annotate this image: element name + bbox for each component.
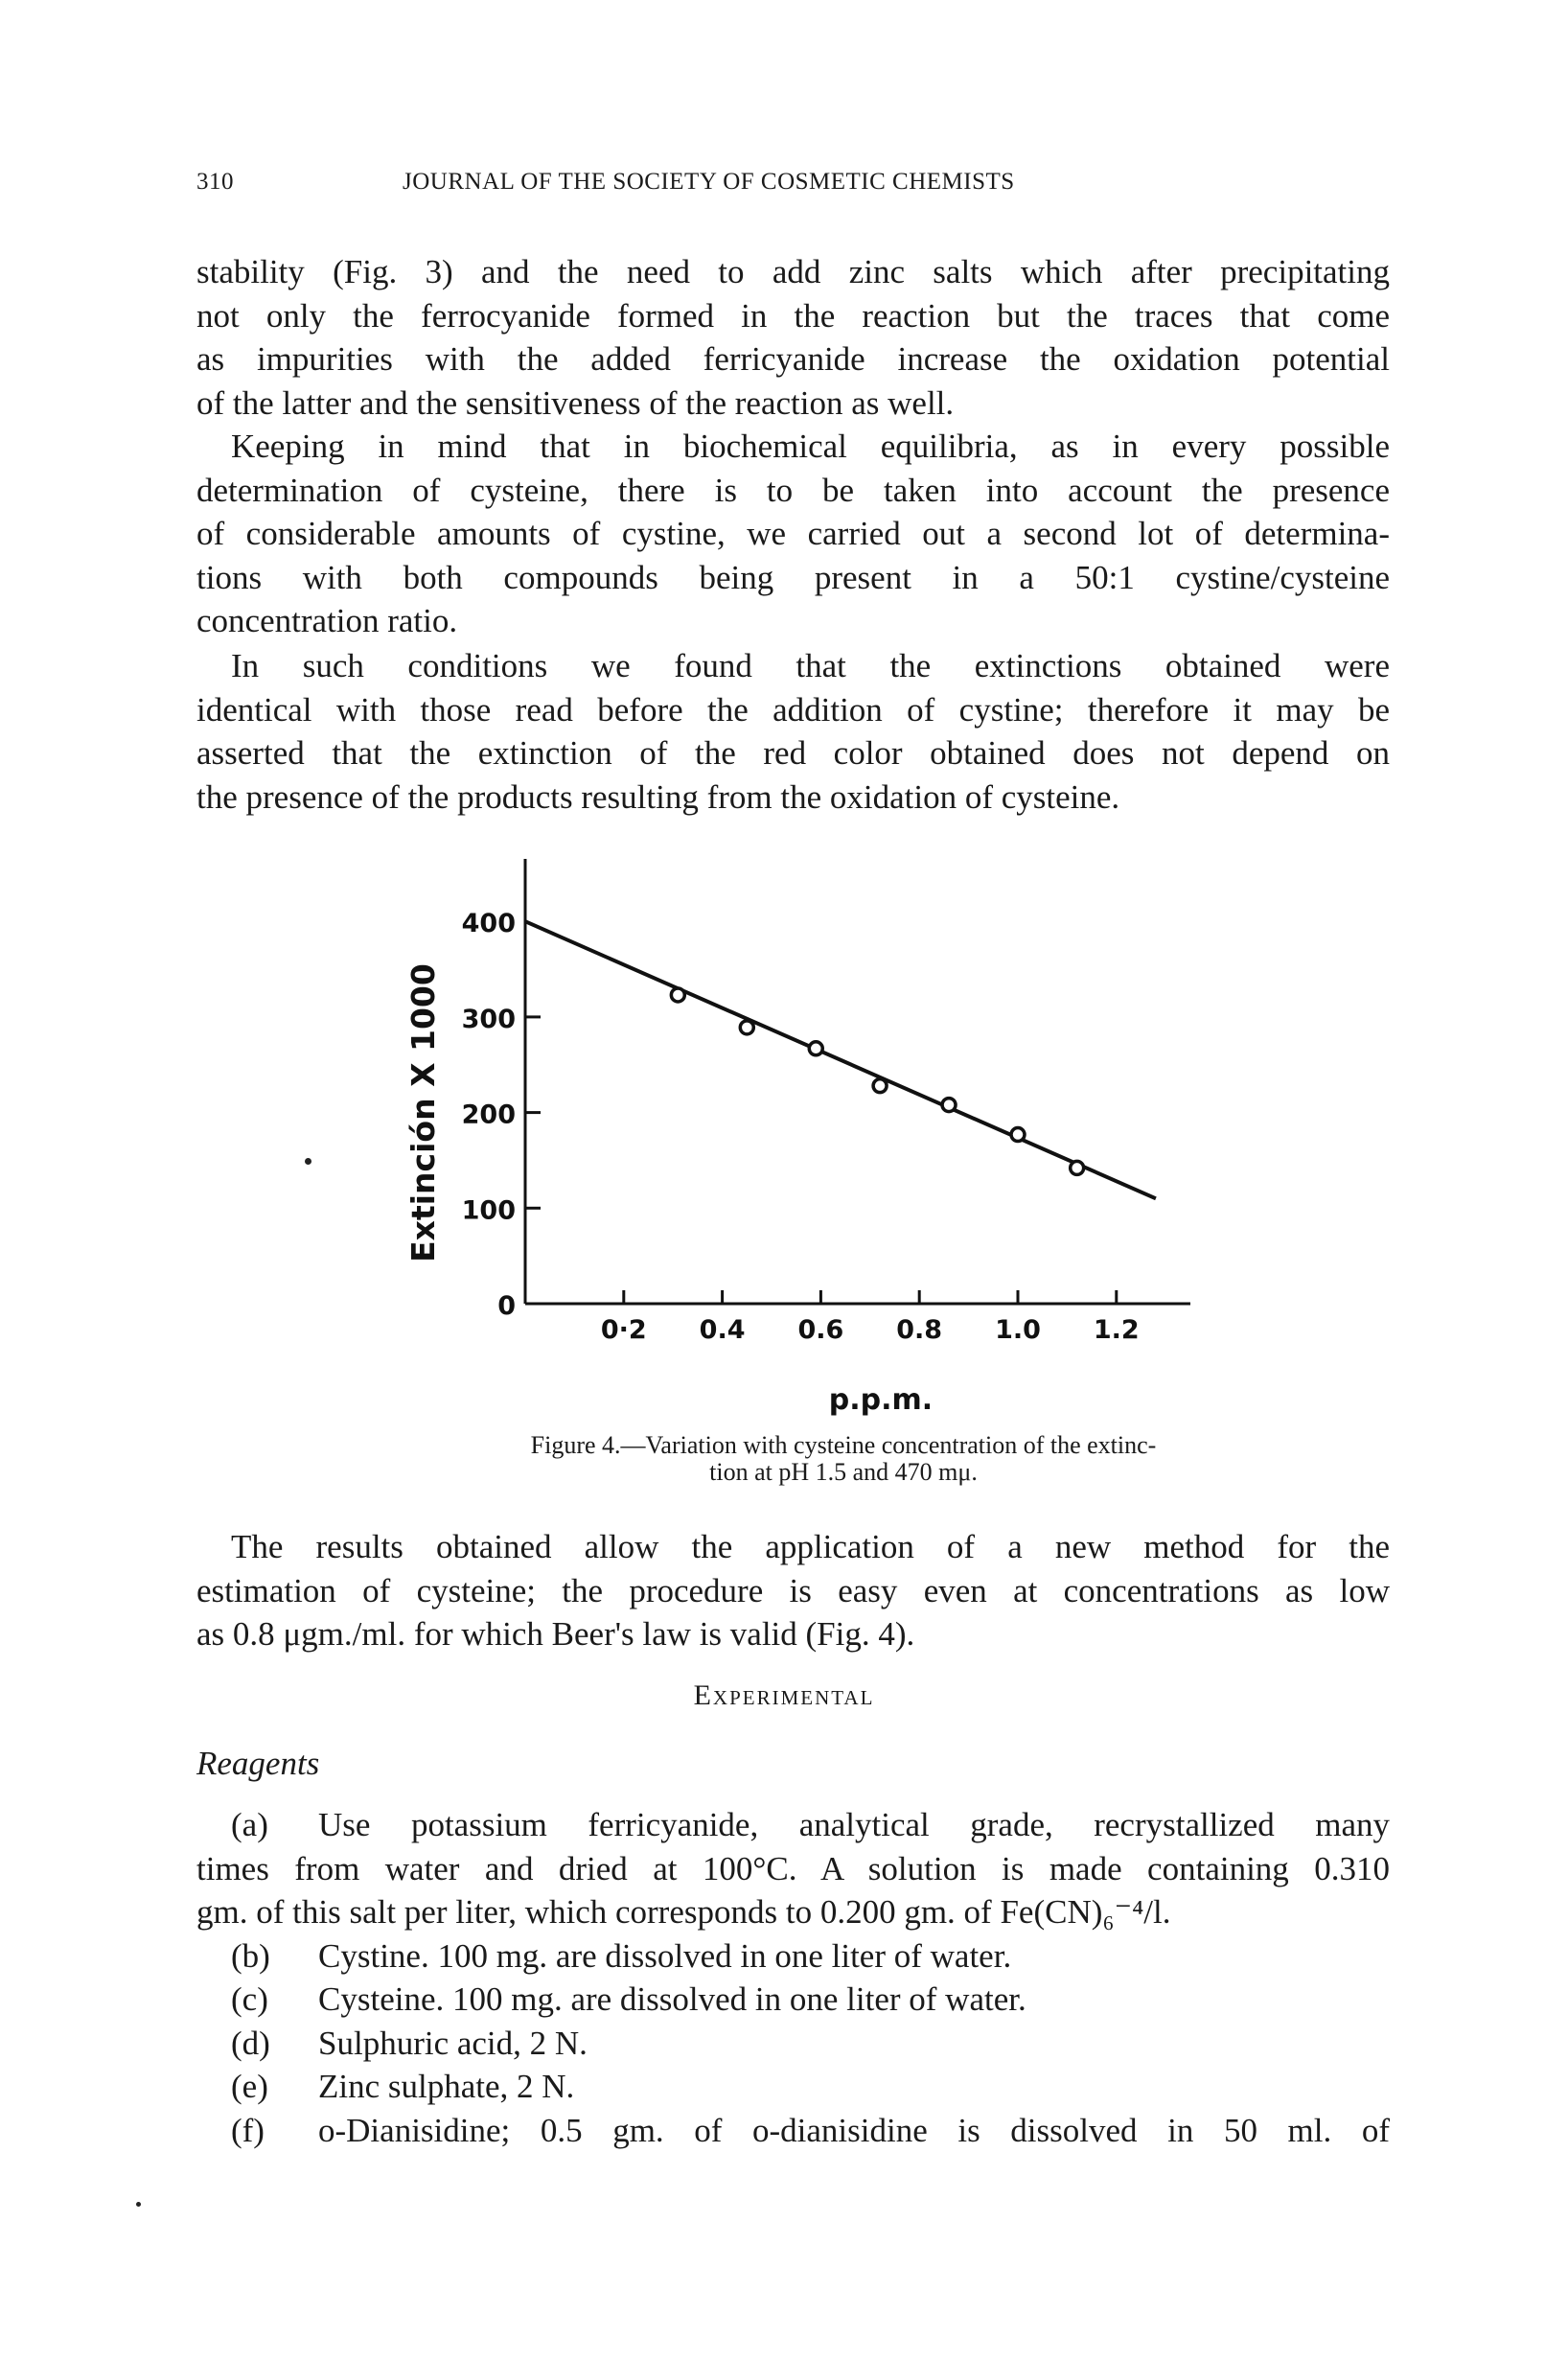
data-point xyxy=(1011,1128,1025,1142)
x-tick-label: 0.4 xyxy=(699,1315,746,1345)
section-heading: Experimental xyxy=(693,1679,875,1711)
text-line: identical with those read before the addition of cystine; therefore it may be xyxy=(196,690,1390,729)
x-tick-label: 0.6 xyxy=(797,1315,844,1345)
reagent-label: (a) xyxy=(231,1806,268,1843)
data-point xyxy=(809,1042,822,1055)
y-axis-label: Extinción X 1000 xyxy=(404,963,442,1262)
text-line: tions with both compounds being present in a 50:1 cystine/cysteine xyxy=(196,558,1390,596)
data-point xyxy=(873,1079,887,1093)
data-point xyxy=(740,1021,753,1034)
text-line: estimation of cysteine; the procedure is easy even at concentrations as low xyxy=(196,1571,1390,1609)
reagent-label: (b) xyxy=(231,1936,270,1975)
stray-mark xyxy=(305,1158,311,1165)
text-line: Use potassium ferricyanide, analytical grade, recrystallized many xyxy=(318,1806,1390,1843)
y-tick-label: 100 xyxy=(461,1195,516,1226)
text-line: Sulphuric acid, 2 N. xyxy=(318,2024,588,2062)
text-line: determination of cysteine, there is to be taken into account the presence xyxy=(196,471,1390,509)
data-point xyxy=(1071,1161,1084,1174)
running-header: JOURNAL OF THE SOCIETY OF COSMETIC CHEMISTS xyxy=(403,169,1015,195)
text-line: asserted that the extinction of the red color obtained does not depend on xyxy=(196,734,1390,772)
text-line: o-Dianisidine; 0.5 gm. of o-dianisidine is dissolved in 50 ml. of xyxy=(318,2111,1390,2149)
reagent-label: (f) xyxy=(231,2111,265,2149)
reagent-label: (d) xyxy=(231,2024,270,2062)
text-line: Cysteine. 100 mg. are dissolved in one liter of water. xyxy=(318,1980,1026,2018)
text-line: concentration ratio. xyxy=(196,602,458,639)
fit-line xyxy=(525,921,1156,1198)
x-tick-label: 1.0 xyxy=(995,1315,1041,1345)
text-line: as 0.8 μgm./ml. for which Beer's law is valid (Fig. 4). xyxy=(196,1615,915,1653)
stray-mark xyxy=(136,2202,141,2207)
caption-line: tion at pH 1.5 and 470 mμ. xyxy=(709,1458,978,1486)
x-tick-label: 0.8 xyxy=(896,1315,943,1345)
text-line: In such conditions we found that the extinctions obtained were xyxy=(231,647,1390,684)
subheading: Reagents xyxy=(196,1745,320,1782)
y-tick-label: 0 xyxy=(497,1291,516,1321)
text-line: Keeping in mind that in biochemical equilibria, as in every possible xyxy=(231,428,1390,465)
x-tick-label: 1.2 xyxy=(1093,1315,1140,1345)
text-line: of the latter and the sensitiveness of the reaction as well. xyxy=(196,383,955,422)
text-line: gm. of this salt per liter, which corresponds to 0.200 gm. of Fe(CN)₆⁻⁴/l. xyxy=(196,1893,1171,1931)
text-line: Cystine. 100 mg. are dissolved in one liter of water. xyxy=(318,1936,1012,1975)
data-point xyxy=(671,988,684,1002)
page-number: 310 xyxy=(196,169,234,195)
text-line: not only the ferrocyanide formed in the reaction but the traces that come xyxy=(196,296,1390,335)
text-line: stability (Fig. 3) and the need to add zinc salts which after precipitating xyxy=(196,253,1390,290)
reagent-label: (c) xyxy=(231,1980,268,2018)
text-line: of considerable amounts of cystine, we carried out a second lot of determina- xyxy=(196,515,1390,552)
x-axis-label: p.p.m. xyxy=(828,1383,934,1417)
text-line: as impurities with the added ferricyanide increase the oxidation potential xyxy=(196,340,1390,378)
y-tick-label: 400 xyxy=(461,909,516,939)
x-tick-label: 0·2 xyxy=(600,1315,647,1345)
text-line: the presence of the products resulting from the oxidation of cysteine. xyxy=(196,777,1120,816)
data-point xyxy=(942,1099,956,1112)
caption-line: Figure 4.—Variation with cysteine concentration of the extinc- xyxy=(530,1431,1157,1459)
reagent-label: (e) xyxy=(231,2068,268,2105)
text-line: Zinc sulphate, 2 N. xyxy=(318,2068,575,2105)
y-tick-label: 200 xyxy=(461,1099,516,1130)
y-tick-label: 300 xyxy=(461,1004,516,1034)
text-line: times from water and dried at 100°C. A solution is made containing 0.310 xyxy=(196,1849,1390,1887)
text-line: The results obtained allow the application of a new method for the xyxy=(231,1528,1390,1565)
